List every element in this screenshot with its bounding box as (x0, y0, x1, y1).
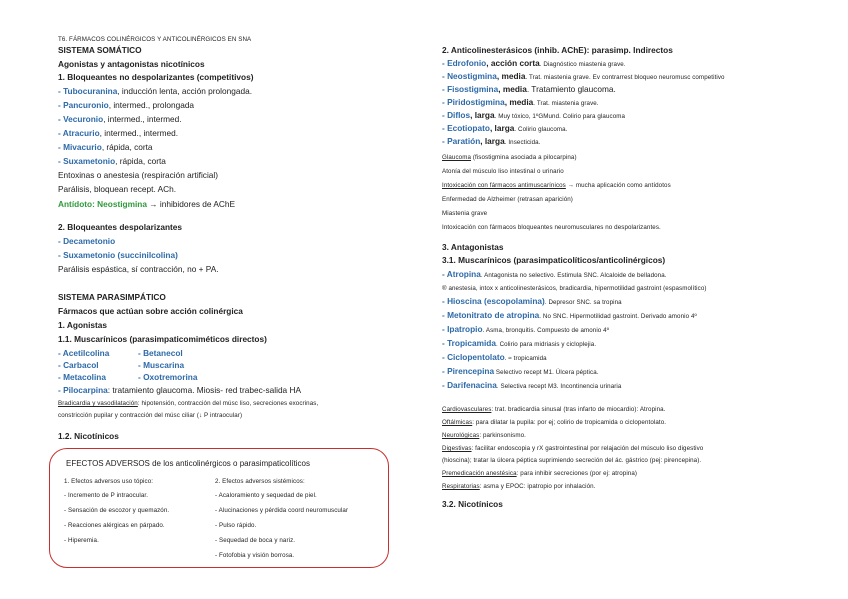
use-line: (hioscina); tratar la úlcera péptica suprimiendo secreción del ác. gástrico (pej: pirencepina). (442, 457, 702, 464)
use-line: Cardiovasculares: trat. bradicardia sinusal (tras infarto de miocardio): Atropina. (442, 406, 666, 413)
nic-title: 1.2. Nicotínicos (58, 431, 119, 441)
pilocarpina-line: - Pilocarpina: tratamiento glaucoma. Miosis- red trabec-salida HA (58, 385, 302, 395)
list-item: - Paratión, larga. Insecticida. (442, 136, 541, 146)
list-item: - Diflos, larga. Muy tóxico, 1ºGMund. Colirio para glaucoma (442, 110, 626, 120)
list-item: - Vecuronio, intermed., intermed. (58, 114, 182, 124)
list-item: - Betanecol (138, 348, 183, 358)
list-item: - Pirencepina Selectivo recept M1. Úlcera péptica. (442, 366, 599, 376)
agon-title: 1. Agonistas (58, 320, 108, 330)
doc-header: T6. FÁRMACOS COLINÉRGICOS Y ANTICOLINÉRGICOS EN SNA (58, 36, 252, 43)
list-item: - Sensación de escozor y quemazón. (64, 507, 170, 514)
adverse-effects-box (49, 448, 389, 568)
antag-subtitle: 3.1. Muscarínicos (parasimpaticolíticos/anticolinérgicos) (442, 255, 666, 265)
list-item: - Hiperemia. (64, 537, 99, 544)
nd-note-2: Parálisis, bloquean recept. ACh. (58, 184, 177, 194)
list-item: - Metonitrato de atropina. No SNC. Hipermotilidad gastroint. Derivado amonio 4º (442, 310, 697, 320)
list-item: - Incremento de P intraocular. (64, 492, 149, 499)
arrow-icon: → (149, 199, 158, 209)
alzheimer-line: Enfermedad de Alzheimer (retrasan aparición) (442, 196, 573, 203)
list-item: - Edrofonio, acción corta. Diagnóstico miastenia grave. (442, 58, 626, 68)
list-item: - Acaloramiento y sequedad de piel. (215, 492, 317, 499)
box-col2-title: 2. Efectos adversos sistémicos: (215, 478, 305, 485)
antag-title: 3. Antagonistas (442, 242, 504, 252)
list-item: - Metacolina (58, 372, 106, 382)
list-item: - Ecotiopato, larga. Colirio glaucoma. (442, 123, 568, 133)
list-item: - Suxametonio, rápida, corta (58, 156, 166, 166)
list-item: - Sequedad de boca y nariz. (215, 537, 296, 544)
somatic-subtitle: Agonistas y antagonistas nicotínicos (58, 59, 205, 69)
antidote-line: Antídoto: Neostigmina → inhibidores de AChE (58, 199, 236, 209)
list-item: - Fotofobia y visión borrosa. (215, 552, 295, 559)
use-line: Digestivas: facilitar endoscopia y rX gastrointestinal por relajación del músculo liso digestivo (442, 445, 704, 452)
d-note: Parálisis espástica, sí contracción, no + PA. (58, 264, 219, 274)
list-item: - Piridostigmina, media. Trat. miastenia grave. (442, 97, 599, 107)
list-item: - Alucinaciones y pérdida coord neuromuscular (215, 507, 349, 514)
list-item: ® anestesia, intox x anticolinesterásicos, bradicardia, hipermotilidad gastroint (espasmolítico) (442, 285, 707, 292)
box-col1-title: 1. Efectos adversos uso tópico: (64, 478, 154, 485)
list-item: - Oxotremorina (138, 372, 198, 382)
list-item: - Ipatropio. Asma, bronquitis. Compuesto de amonio 4º (442, 324, 610, 334)
nic-title-2: 3.2. Nicotínicos (442, 499, 503, 509)
intox-line: Intoxicación con fármacos antimuscarínicos → mucha aplicación como antídotos (442, 182, 671, 189)
list-item: - Acetilcolina (58, 348, 110, 358)
list-item: - Neostigmina, media. Trat. miastenia grave. Ev contrarrest bloqueo neuromusc competitivo (442, 71, 725, 81)
list-item: - Darifenacina. Selectiva recept M3. Incontinencia urinaria (442, 380, 622, 390)
bradicardia-line-2: constricción pupilar y contracción del músc ciliar (↓ P intraocular) (58, 412, 243, 419)
list-item: - Pulso rápido. (215, 522, 257, 529)
list-item: - Ciclopentolato. ≈ tropicamida (442, 352, 547, 362)
nd-note-1: Entoxinas o anestesia (respiración artificial) (58, 170, 219, 180)
list-item: - Reacciones alérgicas en párpado. (64, 522, 165, 529)
list-item: - Muscarina (138, 360, 185, 370)
box-title: EFECTOS ADVERSOS de los anticolinérgicos o parasimpaticolíticos (66, 459, 310, 468)
intox2-line: Intoxicación con fármacos bloqueantes neuromusculares no despolarizantes. (442, 224, 661, 231)
list-item: - Hioscina (escopolamina). Depresor SNC. sa tropina (442, 296, 622, 306)
use-line: Oftálmicas: para dilatar la pupila: por ej; colirio de tropicamida o ciclopentolato. (442, 419, 667, 426)
bradicardia-line: Bradicardia y vasodilatación: hipotensión, contracción del músc liso, secreciones exocrinas, (58, 400, 319, 407)
arrow-icon: → (567, 182, 575, 189)
somatic-title: SISTEMA SOMÁTICO (58, 45, 142, 55)
glaucoma-line: Glaucoma (fisostigmina asociada a pilocarpina) (442, 154, 577, 161)
ache-title: 2. Anticolinesterásicos (inhib. AChE): parasimp. Indirectos (442, 45, 673, 55)
para-subtitle: Fármacos que actúan sobre acción colinérgica (58, 306, 243, 316)
list-item: - Decametonio (58, 236, 116, 246)
list-item: - Fisostigmina, media. Tratamiento glaucoma. (442, 84, 616, 94)
list-item: - Atropina. Antagonista no selectivo. Estimula SNC. Alcaloide de belladona. (442, 269, 667, 279)
musc-title: 1.1. Muscarínicos (parasimpaticomiméticos directos) (58, 334, 267, 344)
list-item: - Pancuronio, intermed., prolongada (58, 100, 195, 110)
nd-title: 1. Bloqueantes no despolarizantes (competitivos) (58, 72, 254, 82)
list-item: - Suxametonio (succinilcolina) (58, 250, 178, 260)
miastenia-line: Miastenia grave (442, 210, 488, 217)
use-line: Neurológicas: parkinsonismo. (442, 432, 526, 439)
list-item: - Mivacurio, rápida, corta (58, 142, 153, 152)
list-item: - Carbacol (58, 360, 99, 370)
para-title: SISTEMA PARASIMPÁTICO (58, 292, 166, 302)
list-item: - Tropicamida. Colirio para midriasis y cicloplejia. (442, 338, 597, 348)
list-item: - Tubocuranina, inducción lenta, acción prolongada. (58, 86, 252, 96)
list-item: - Atracurio, intermed., intermed. (58, 128, 179, 138)
use-line: Respiratorias: asma y EPOC: ipatropio por inhalación. (442, 483, 596, 490)
d-title: 2. Bloqueantes despolarizantes (58, 222, 183, 232)
atonia-line: Atonía del músculo liso intestinal o urinario (442, 168, 564, 175)
use-line: Premedicación anestésica: para inhibir secreciones (por ej: atropina) (442, 470, 638, 477)
